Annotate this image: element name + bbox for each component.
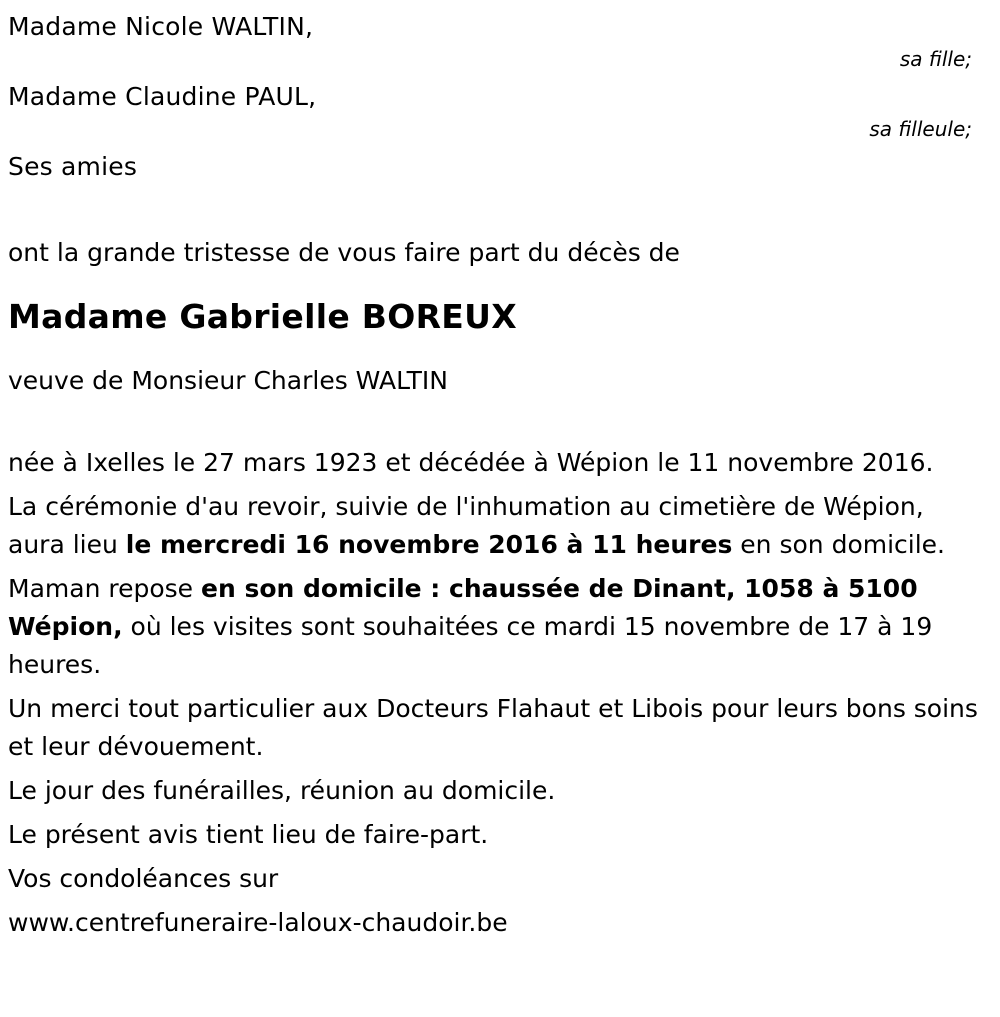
ceremony-date: le mercredi 16 novembre 2016 à 11 heures (125, 530, 733, 559)
ceremony-text-1: La cérémonie d'au revoir, suivie de l'inhumation au cimetière de Wépion, aura lieu (8, 492, 924, 559)
survivor-relation: sa filleule; (869, 117, 972, 141)
repose-paragraph (8, 570, 978, 684)
survivor-row (8, 80, 978, 144)
condolences-url[interactable]: www.centrefuneraire-laloux-chaudoir.be (8, 908, 508, 937)
ceremony-paragraph (8, 488, 978, 564)
repose-text-1: Maman repose (8, 574, 201, 603)
repose-text-2: où les visites sont souhaitées ce mardi 15 novembre de 17 à 19 heures. (8, 612, 933, 679)
thanks-paragraph: Un merci tout particulier aux Docteurs Flahaut et Libois pour leurs bons soins et leur dévouement. (8, 694, 978, 761)
condolences-label: Vos condoléances sur (8, 864, 279, 893)
survivor-relation: sa fille; (899, 47, 972, 71)
funeral-day-paragraph: Le jour des funérailles, réunion au domicile. (8, 776, 556, 805)
widow-of-line: veuve de Monsieur Charles WALTIN (8, 366, 448, 395)
announcement-intro: ont la grande tristesse de vous faire part du décès de (8, 238, 680, 267)
spacer (8, 190, 978, 236)
deceased-name: Madame Gabrielle BOREUX (8, 297, 517, 336)
spacer (8, 270, 978, 296)
survivor-name: Madame Claudine PAUL, (8, 82, 317, 111)
repose-address: en son domicile : chaussée de Dinant, 1058 à 5100 Wépion, (8, 574, 918, 641)
notice-stands-paragraph: Le présent avis tient lieu de faire-part. (8, 820, 489, 849)
spacer (8, 398, 978, 444)
survivor-row (8, 10, 978, 74)
ceremony-text-2: en son domicile. (732, 530, 946, 559)
birth-death-line: née à Ixelles le 27 mars 1923 et décédée à Wépion le 11 novembre 2016. (8, 448, 934, 477)
spacer (8, 338, 978, 364)
survivor-name: Ses amies (8, 152, 138, 181)
survivor-row (8, 150, 978, 184)
survivor-name: Madame Nicole WALTIN, (8, 12, 314, 41)
